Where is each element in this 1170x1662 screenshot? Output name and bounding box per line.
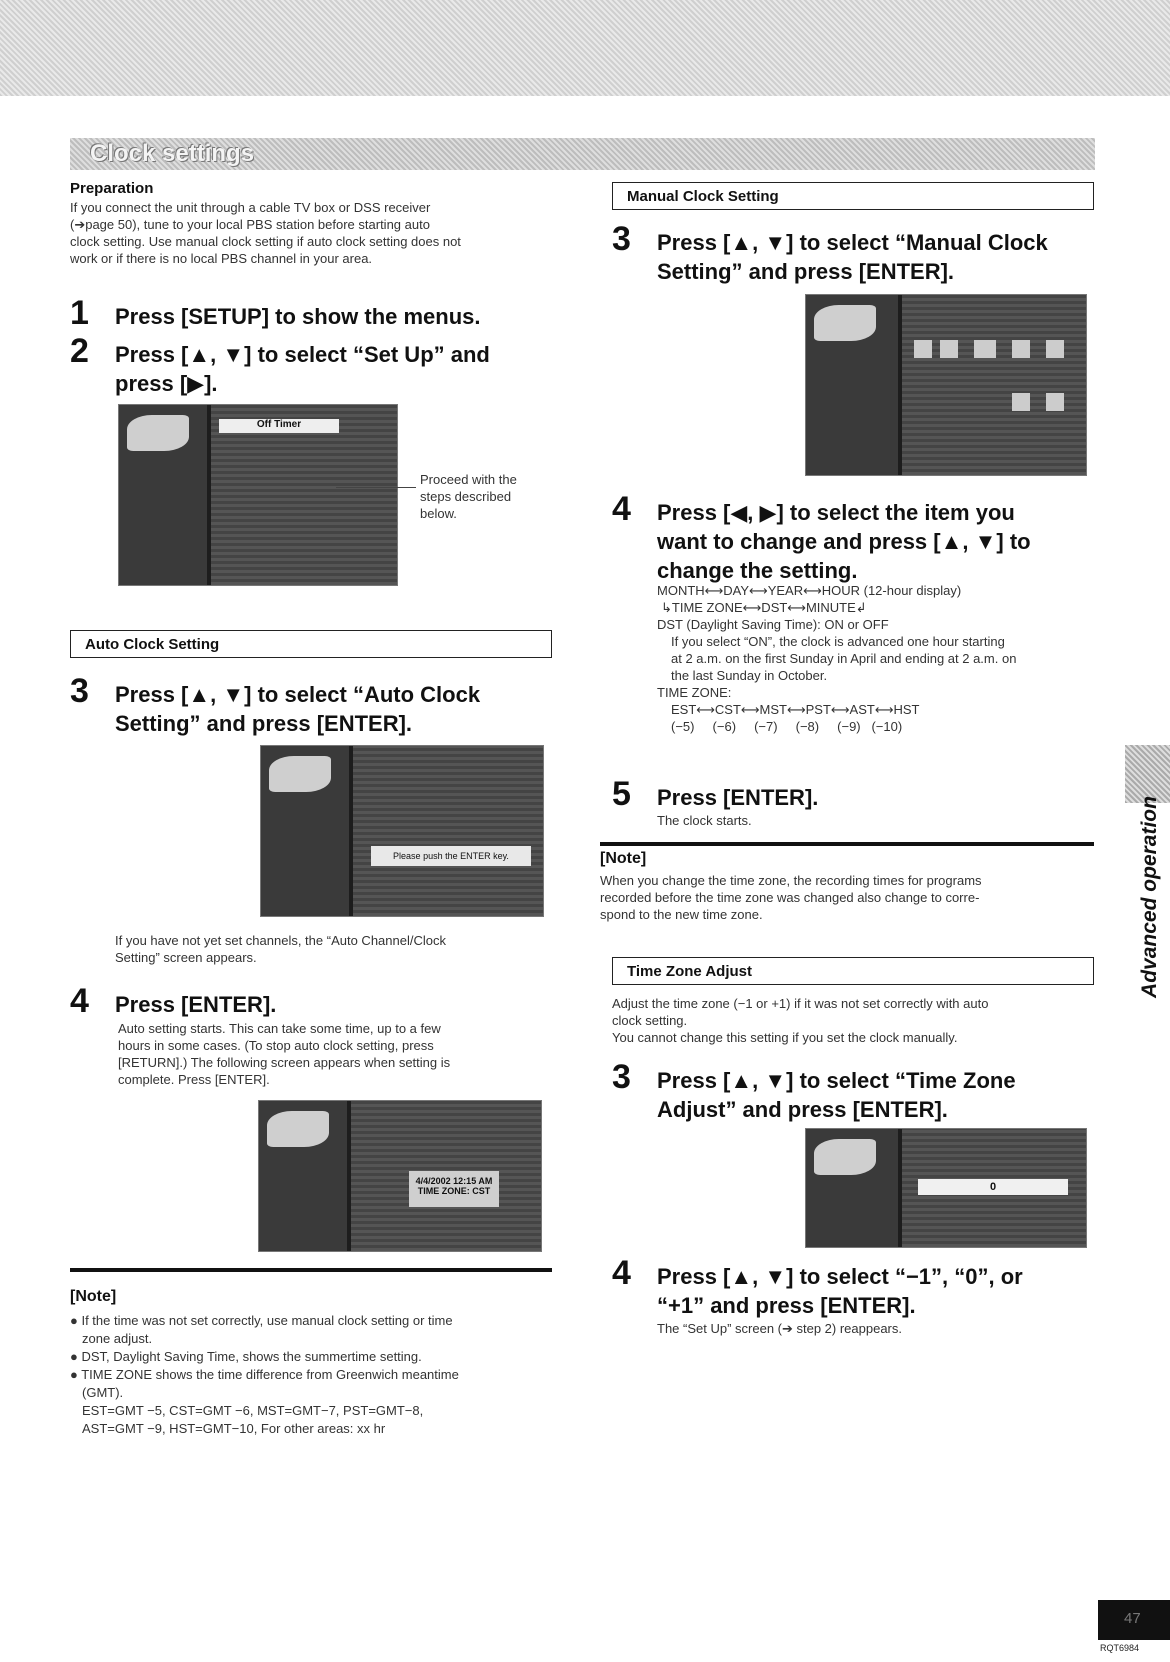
page-number-box [1098, 1600, 1170, 1640]
auto-step-3-line: Press [▲, ▼] to select “Auto Clock [115, 682, 481, 707]
clock-field [1012, 340, 1030, 358]
step-number: 5 [612, 775, 631, 813]
completion-timezone: TIME ZONE: CST [417, 1186, 491, 1196]
step-number: 3 [70, 672, 89, 710]
tza-step-4-line: Press [▲, ▼] to select “−1”, “0”, or [657, 1264, 1023, 1289]
page-number: 47 [1124, 1610, 1141, 1627]
clock-field [974, 340, 996, 358]
dst-desc: If you select “ON”, the clock is advanced one hour starting [671, 634, 1005, 649]
note-rule [70, 1268, 552, 1272]
step-2-line: press [▶]. [115, 371, 218, 396]
time-zone-value: 0 [918, 1179, 1068, 1195]
note-item: ● TIME ZONE shows the time difference from Greenwich meantime [70, 1367, 459, 1382]
note-label: [Note] [70, 1288, 117, 1305]
time-zone-adjust-box [612, 957, 1094, 985]
screen-sidebar [119, 405, 207, 585]
completion-time: 4/4/2002 12:15 AM [415, 1176, 493, 1186]
note-line: When you change the time zone, the recording times for programs [600, 873, 982, 888]
note-rule [600, 842, 1094, 846]
step-number: 1 [70, 294, 89, 332]
clock-field [1046, 393, 1064, 411]
tza-line: clock setting. [612, 1013, 688, 1028]
tza-step-3-line: Press [▲, ▼] to select “Time Zone [657, 1068, 1016, 1093]
note-item: ● DST, Daylight Saving Time, shows the summertime setting. [70, 1349, 422, 1364]
sequence-line: ↳TIME ZONE⟷DST⟷MINUTE↲ [661, 600, 867, 615]
manual-clock-box-label: Manual Clock Setting [627, 188, 779, 205]
callout-line-text: steps described [420, 489, 512, 504]
screen-logo [814, 1139, 876, 1175]
screen-logo [267, 1111, 329, 1147]
preparation-heading: Preparation [70, 180, 154, 197]
manual-step-4-line: change the setting. [657, 558, 858, 583]
step-number: 4 [612, 1254, 631, 1292]
callout-line-text: below. [420, 506, 457, 521]
screen-sidebar [259, 1101, 347, 1251]
tza-step-3-line: Adjust” and press [ENTER]. [657, 1097, 948, 1122]
manual-step-5-sub: The clock starts. [657, 813, 752, 828]
note-bullets [70, 1312, 552, 1438]
step-number: 4 [70, 982, 89, 1020]
screen-sidebar [806, 1129, 898, 1247]
note-item: zone adjust. [82, 1331, 153, 1346]
dst-desc: the last Sunday in October. [671, 668, 828, 683]
step-2-text [115, 340, 555, 398]
dst-desc: at 2 a.m. on the first Sunday in April and ending at 2 a.m. on [671, 651, 1017, 666]
tza-desc [612, 995, 1094, 1046]
step-1-text: Press [SETUP] to show the menus. [115, 304, 481, 329]
manual-step-3-text [657, 228, 1097, 286]
auto-step-3-line: Setting” and press [ENTER]. [115, 711, 413, 736]
note-line: spond to the new time zone. [600, 907, 763, 922]
setup-menu-screenshot [118, 404, 398, 586]
auto-step-4-desc [118, 1020, 552, 1088]
completion-panel [409, 1171, 499, 1207]
step-2-line: Press [▲, ▼] to select “Set Up” and [115, 342, 490, 367]
tza-line: You cannot change this setting if you set the clock manually. [612, 1030, 958, 1045]
header-band [0, 0, 1170, 96]
auto-step-4-line: Auto setting starts. This can take some time, up to a few [118, 1021, 441, 1036]
screen-menu-panel [902, 295, 1086, 475]
note-label: [Note] [600, 850, 647, 867]
clock-field [940, 340, 958, 358]
tza-line: Adjust the time zone (−1 or +1) if it was not set correctly with auto [612, 996, 989, 1011]
screen-logo [814, 305, 876, 341]
step-number: 4 [612, 490, 631, 528]
section-title-bar [70, 138, 1095, 170]
tza-step-4-text [657, 1262, 1097, 1320]
step-number: 3 [612, 220, 631, 258]
manual-sequence [657, 582, 1097, 735]
screen-sidebar [261, 746, 349, 916]
auto-step-4-line: complete. Press [ENTER]. [118, 1072, 270, 1087]
note-item: EST=GMT −5, CST=GMT −6, MST=GMT−7, PST=GMT−8, [82, 1403, 424, 1418]
auto-after-line: If you have not yet set channels, the “Auto Channel/Clock [115, 933, 446, 948]
auto-step-4-text: Press [ENTER]. [115, 992, 277, 1017]
manual-step-3-line: Press [▲, ▼] to select “Manual Clock [657, 230, 1048, 255]
auto-step-3-text [115, 680, 555, 738]
clock-field [914, 340, 932, 358]
preparation-line: clock setting. Use manual clock setting if auto clock setting does not [70, 234, 461, 249]
note-right-text [600, 872, 1094, 923]
auto-after-text [115, 932, 555, 966]
dst-line: DST (Daylight Saving Time): ON or OFF [657, 617, 889, 632]
step-number: 3 [612, 1058, 631, 1096]
auto-step-4-line: hours in some cases. (To stop auto clock setting, press [118, 1038, 434, 1053]
manual-step-4-line: want to change and press [▲, ▼] to [657, 529, 1031, 554]
screen-menu-panel [353, 746, 543, 916]
manual-step-4-text [657, 498, 1097, 585]
manual-clock-box [612, 182, 1094, 210]
timezone-values: (−5) (−6) (−7) (−8) (−9) (−10) [671, 719, 903, 734]
note-line: recorded before the time zone was changed also change to corre- [600, 890, 980, 905]
note-item: ● If the time was not set correctly, use manual clock setting or time [70, 1313, 453, 1328]
tza-step-4-sub: The “Set Up” screen (➔ step 2) reappears. [657, 1321, 902, 1336]
enter-prompt: Please push the ENTER key. [371, 846, 531, 866]
auto-step-4-line: [RETURN].) The following screen appears when setting is [118, 1055, 451, 1070]
auto-after-line: Setting” screen appears. [115, 950, 257, 965]
clock-field [1046, 340, 1064, 358]
sequence-line: MONTH⟷DAY⟷YEAR⟷HOUR (12-hour display) [657, 583, 962, 598]
manual-step-3-line: Setting” and press [ENTER]. [657, 259, 955, 284]
menu-highlight: Off Timer [219, 419, 339, 433]
clock-field [1012, 393, 1030, 411]
time-zone-screenshot [805, 1128, 1087, 1248]
callout-line-text: Proceed with the [420, 472, 517, 487]
side-section-label: Advanced operation [1138, 796, 1161, 998]
auto-complete-screenshot [258, 1100, 542, 1252]
note-item: AST=GMT −9, HST=GMT−10, For other areas: xx hr [82, 1421, 386, 1436]
timezone-label: TIME ZONE: [657, 685, 732, 700]
manual-step-4-line: Press [◀, ▶] to select the item you [657, 500, 1015, 525]
callout-line [336, 487, 416, 488]
callout-text [420, 471, 517, 522]
tza-step-3-text [657, 1066, 1097, 1124]
preparation-text [70, 199, 550, 267]
manual-step-5-text: Press [ENTER]. [657, 785, 819, 810]
preparation-line: work or if there is no local PBS channel in your area. [70, 251, 373, 266]
preparation-line: (➔page 50), tune to your local PBS station before starting auto [70, 217, 430, 232]
document-code: RQT6984 [1100, 1643, 1140, 1653]
section-title: Clock settings [90, 140, 255, 167]
screen-sidebar [806, 295, 898, 475]
auto-clock-box-label: Auto Clock Setting [85, 636, 220, 653]
auto-clock-box [70, 630, 552, 658]
step-number: 2 [70, 332, 89, 370]
auto-clock-screenshot [260, 745, 544, 917]
manual-clock-screenshot [805, 294, 1087, 476]
screen-logo [127, 415, 189, 451]
preparation-line: If you connect the unit through a cable TV box or DSS receiver [70, 200, 431, 215]
tza-step-4-line: “+1” and press [ENTER]. [657, 1293, 916, 1318]
screen-logo [269, 756, 331, 792]
timezone-sequence: EST⟷CST⟷MST⟷PST⟷AST⟷HST [671, 702, 920, 717]
note-item: (GMT). [82, 1385, 124, 1400]
time-zone-adjust-label: Time Zone Adjust [627, 963, 753, 980]
